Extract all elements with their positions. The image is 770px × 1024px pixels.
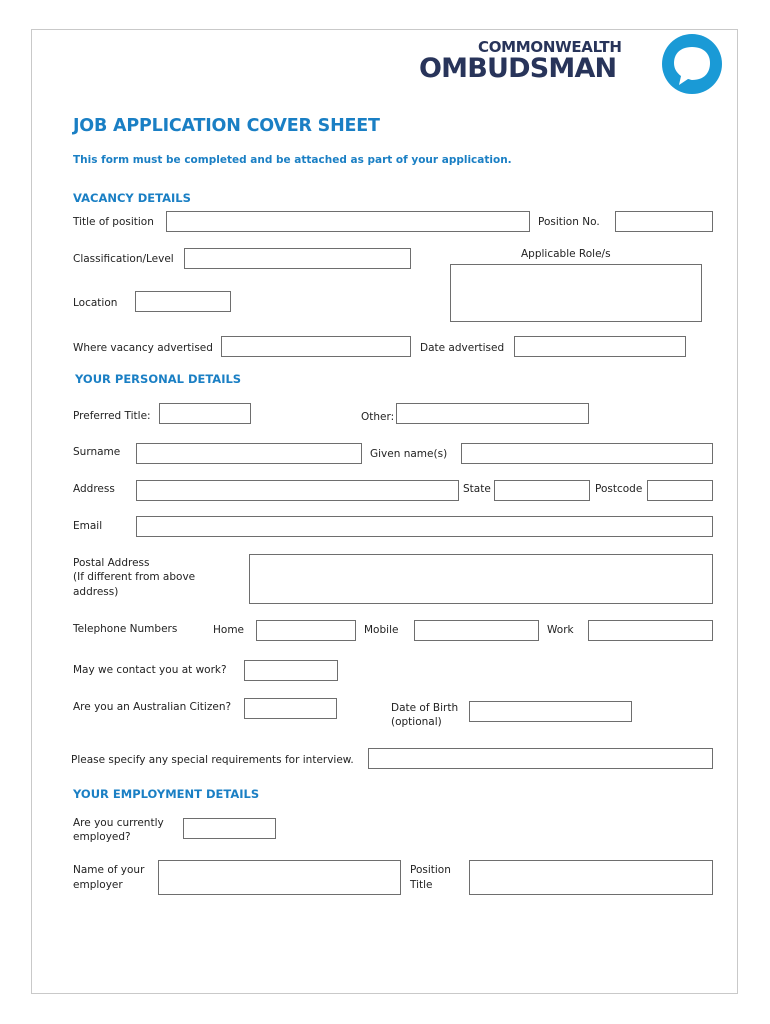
given-names-field[interactable] [461, 443, 713, 464]
label-applicable-roles: Applicable Role/s [521, 248, 611, 260]
special-requirements-field[interactable] [368, 748, 713, 769]
australian-citizen-field[interactable] [244, 698, 337, 719]
date-advertised-field[interactable] [514, 336, 686, 357]
mobile-phone-field[interactable] [414, 620, 539, 641]
state-field[interactable] [494, 480, 590, 501]
label-employer-2: employer [73, 879, 123, 891]
label-contact-at-work: May we contact you at work? [73, 664, 227, 676]
surname-field[interactable] [136, 443, 362, 464]
label-position-no: Position No. [538, 216, 600, 228]
label-surname: Surname [73, 446, 121, 458]
label-currently-employed-2: employed? [73, 831, 131, 843]
home-phone-field[interactable] [256, 620, 356, 641]
label-location: Location [73, 297, 118, 309]
label-currently-employed-1: Are you currently [73, 817, 164, 829]
label-home: Home [213, 624, 245, 636]
section-heading-personal: YOUR PERSONAL DETAILS [75, 372, 242, 386]
instruction-text: This form must be completed and be attached as part of your application. [73, 154, 512, 166]
location-field[interactable] [135, 291, 231, 312]
section-heading-employment: YOUR EMPLOYMENT DETAILS [73, 787, 260, 801]
label-position-title-1: Position [410, 864, 451, 876]
classification-field[interactable] [184, 248, 411, 269]
employer-name-field[interactable] [158, 860, 401, 895]
postcode-field[interactable] [647, 480, 713, 501]
section-heading-vacancy: VACANCY DETAILS [73, 191, 191, 205]
label-mobile: Mobile [364, 624, 399, 636]
label-dob: Date of Birth [391, 702, 459, 714]
label-email: Email [73, 520, 103, 532]
label-position-title-2: Title [410, 879, 433, 891]
label-work: Work [547, 624, 574, 636]
other-title-field[interactable] [396, 403, 589, 424]
currently-employed-field[interactable] [183, 818, 276, 839]
label-state: State [463, 483, 491, 495]
label-other: Other: [361, 411, 395, 423]
position-no-field[interactable] [615, 211, 713, 232]
label-postcode: Postcode [595, 483, 643, 495]
logo-text-ombudsman: OMBUDSMAN [419, 53, 617, 84]
label-classification: Classification/Level [73, 253, 174, 265]
ombudsman-speech-bubble-icon [660, 33, 724, 95]
applicable-roles-field[interactable] [450, 264, 702, 322]
page-title: JOB APPLICATION COVER SHEET [73, 116, 380, 136]
date-of-birth-field[interactable] [469, 701, 632, 722]
address-field[interactable] [136, 480, 459, 501]
contact-at-work-field[interactable] [244, 660, 338, 681]
label-dob-optional: (optional) [391, 716, 442, 728]
label-australian-citizen: Are you an Australian Citizen? [73, 701, 232, 713]
label-special-requirements: Please specify any special requirements for interview. [71, 754, 354, 766]
position-title-field[interactable] [469, 860, 713, 895]
label-postal-address: Postal Address [73, 557, 150, 569]
label-date-advertised: Date advertised [420, 342, 505, 354]
work-phone-field[interactable] [588, 620, 713, 641]
label-preferred-title: Preferred Title: [73, 410, 151, 422]
label-postal-note-1: (If different from above [73, 571, 196, 583]
where-advertised-field[interactable] [221, 336, 411, 357]
label-title-of-position: Title of position [73, 216, 154, 228]
email-field[interactable] [136, 516, 713, 537]
label-telephone: Telephone Numbers [73, 623, 178, 635]
label-postal-note-2: address) [73, 586, 119, 598]
title-of-position-field[interactable] [166, 211, 530, 232]
logo-text-commonwealth: COMMONWEALTH [478, 38, 622, 56]
label-given-names: Given name(s) [370, 448, 448, 460]
postal-address-field[interactable] [249, 554, 713, 604]
label-address: Address [73, 483, 115, 495]
label-where-advertised: Where vacancy advertised [73, 342, 213, 354]
label-employer-1: Name of your [73, 864, 145, 876]
form-page [31, 29, 738, 994]
preferred-title-field[interactable] [159, 403, 251, 424]
